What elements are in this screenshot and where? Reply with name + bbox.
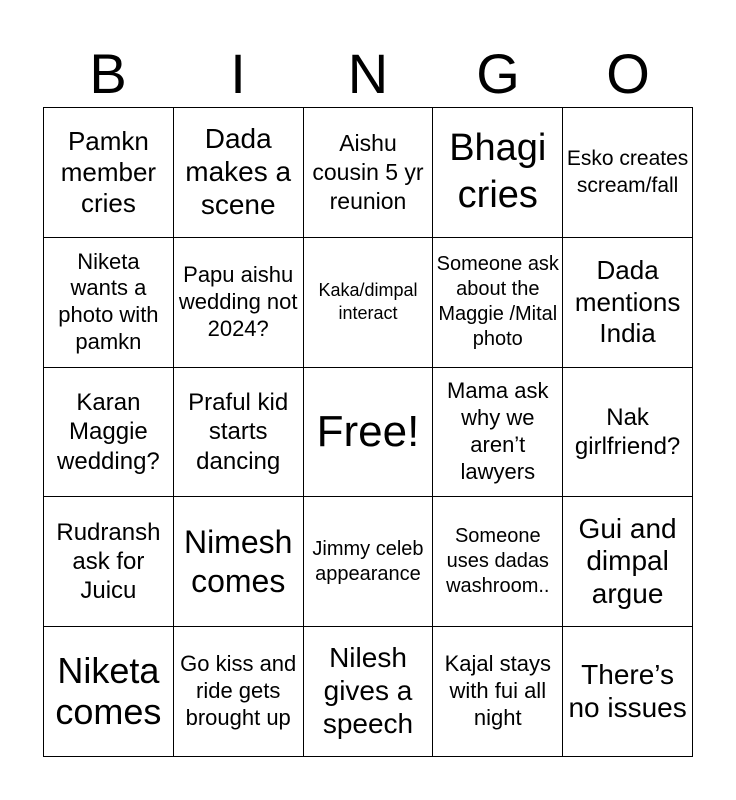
bingo-cell[interactable]: Rudransh ask for Juicu (44, 497, 174, 627)
header-letter-o: O (606, 42, 650, 105)
bingo-cell[interactable]: Niketa wants a photo with pamkn (44, 238, 174, 368)
bingo-cell[interactable]: Someone uses dadas washroom.. (433, 497, 563, 627)
bingo-cell[interactable]: Mama ask why we aren’t lawyers (433, 368, 563, 498)
bingo-cell[interactable]: Jimmy celeb appearance (304, 497, 434, 627)
header-letter-n: N (347, 42, 389, 105)
bingo-cell[interactable]: Papu aishu wedding not 2024? (174, 238, 304, 368)
bingo-cell[interactable]: Praful kid starts dancing (174, 368, 304, 498)
bingo-cell[interactable]: Nimesh comes (174, 497, 304, 627)
header-letter-b: B (89, 42, 127, 105)
free-space[interactable]: Free! (304, 368, 434, 498)
bingo-cell[interactable]: Go kiss and ride gets brought up (174, 627, 304, 757)
bingo-cell[interactable]: Pamkn member cries (44, 108, 174, 238)
header-letter-i: I (230, 42, 246, 105)
bingo-cell[interactable]: There’s no issues (563, 627, 693, 757)
bingo-cell[interactable]: Someone ask about the Maggie /Mital photo (433, 238, 563, 368)
bingo-cell[interactable]: Esko creates scream/fall (563, 108, 693, 238)
bingo-cell[interactable]: Nak girlfriend? (563, 368, 693, 498)
bingo-cell[interactable]: Karan Maggie wedding? (44, 368, 174, 498)
bingo-cell[interactable]: Dada mentions India (563, 238, 693, 368)
bingo-header (43, 40, 693, 108)
bingo-board (43, 107, 693, 757)
bingo-cell[interactable]: Gui and dimpal argue (563, 497, 693, 627)
header-letter-g: G (476, 42, 520, 105)
bingo-cell[interactable]: Kaka/dimpal interact (304, 238, 434, 368)
bingo-cell[interactable]: Nilesh gives a speech (304, 627, 434, 757)
bingo-cell[interactable]: Dada makes a scene (174, 108, 304, 238)
bingo-cell[interactable]: Bhagi cries (433, 108, 563, 238)
bingo-cell[interactable]: Kajal stays with fui all night (433, 627, 563, 757)
bingo-cell[interactable]: Aishu cousin 5 yr reunion (304, 108, 434, 238)
bingo-cell[interactable]: Niketa comes (44, 627, 174, 757)
